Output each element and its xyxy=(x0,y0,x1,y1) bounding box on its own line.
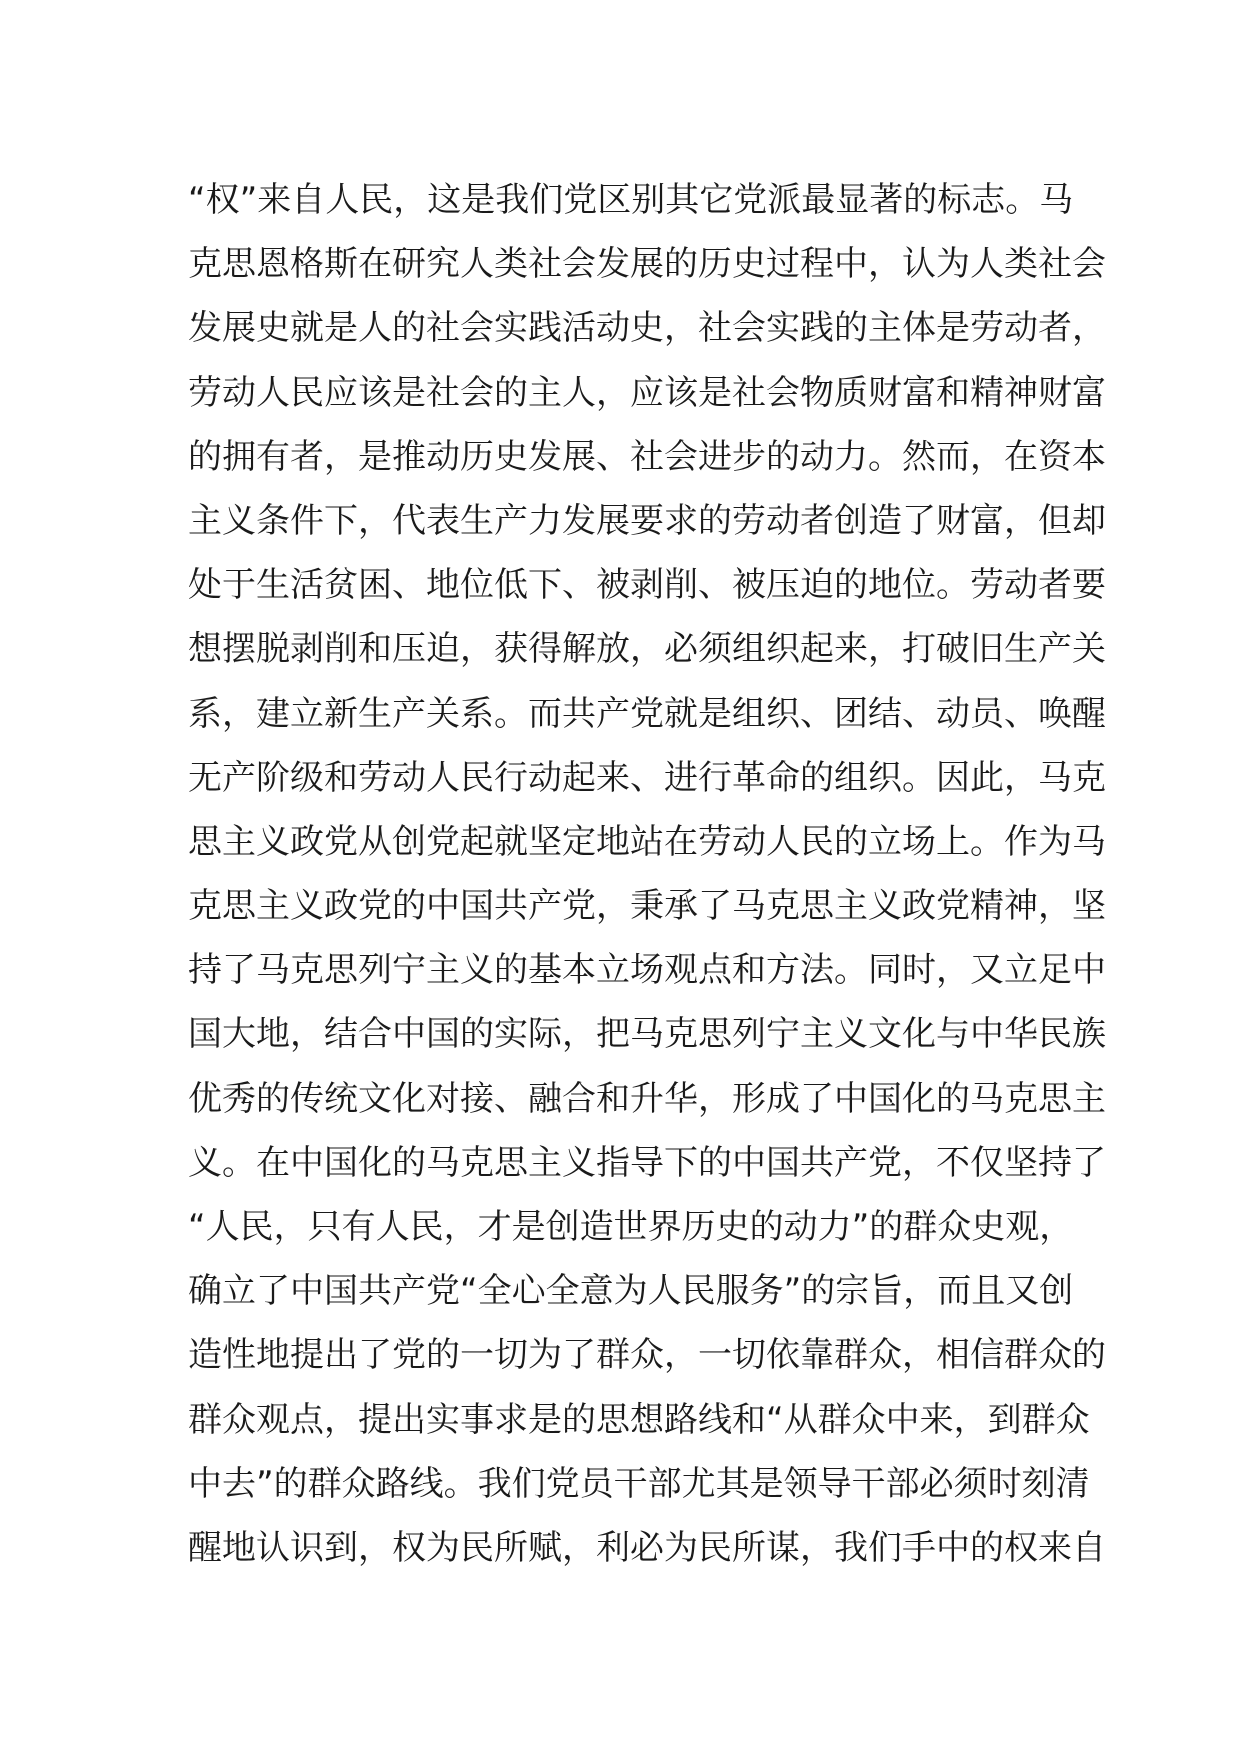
text-line: 确立了中国共产党“全心全意为人民服务”的宗旨，而且又创 xyxy=(188,1271,1074,1312)
text-line: 克思恩格斯在研究人类社会发展的历史过程中，认为人类社会 xyxy=(188,244,1106,285)
text-line: 义。在中国化的马克思主义指导下的中国共产党，不仅坚持了 xyxy=(188,1142,1106,1183)
text-line: 劳动人民应该是社会的主人，应该是社会物质财富和精神财富 xyxy=(188,372,1106,413)
text-line: 发展史就是人的社会实践活动史，社会实践的主体是劳动者， xyxy=(188,308,1106,349)
text-line: “人民，只有人民，才是创造世界历史的动力”的群众史观， xyxy=(188,1207,1074,1247)
text-line: 国大地，结合中国的实际，把马克思列宁主义文化与中华民族 xyxy=(188,1014,1106,1055)
text-line: 想摆脱剥削和压迫，获得解放，必须组织起来，打破旧生产关 xyxy=(188,629,1106,670)
text-line: 持了马克思列宁主义的基本立场观点和方法。同时，又立足中 xyxy=(188,950,1106,991)
text-line: 造性地提出了党的一切为了群众，一切依靠群众，相信群众的 xyxy=(188,1335,1106,1376)
text-line: 克思主义政党的中国共产党，秉承了马克思主义政党精神，坚 xyxy=(188,886,1106,927)
text-line: 系，建立新生产关系。而共产党就是组织、团结、动员、唤醒 xyxy=(188,693,1106,734)
text-line: 主义条件下，代表生产力发展要求的劳动者创造了财富，但却 xyxy=(188,500,1106,541)
text-line: 处于生活贫困、地位低下、被剥削、被压迫的地位。劳动者要 xyxy=(188,565,1106,606)
text-line: 的拥有者，是推动历史发展、社会进步的动力。然而，在资本 xyxy=(188,436,1106,477)
text-line: “权”来自人民，这是我们党区别其它党派最显著的标志。马 xyxy=(188,180,1074,220)
body-paragraph xyxy=(188,168,1106,1580)
text-line: 醒地认识到，权为民所赋，利必为民所谋，我们手中的权来自 xyxy=(188,1527,1106,1568)
text-line: 优秀的传统文化对接、融合和升华，形成了中国化的马克思主 xyxy=(188,1078,1106,1119)
text-line: 思主义政党从创党起就坚定地站在劳动人民的立场上。作为马 xyxy=(188,821,1106,862)
text-line: 无产阶级和劳动人民行动起来、进行革命的组织。因此，马克 xyxy=(188,757,1106,798)
text-line: 中去”的群众路线。我们党员干部尤其是领导干部必须时刻清 xyxy=(188,1463,1090,1504)
text-line: 群众观点，提出实事求是的思想路线和“从群众中来，到群众 xyxy=(188,1399,1090,1440)
